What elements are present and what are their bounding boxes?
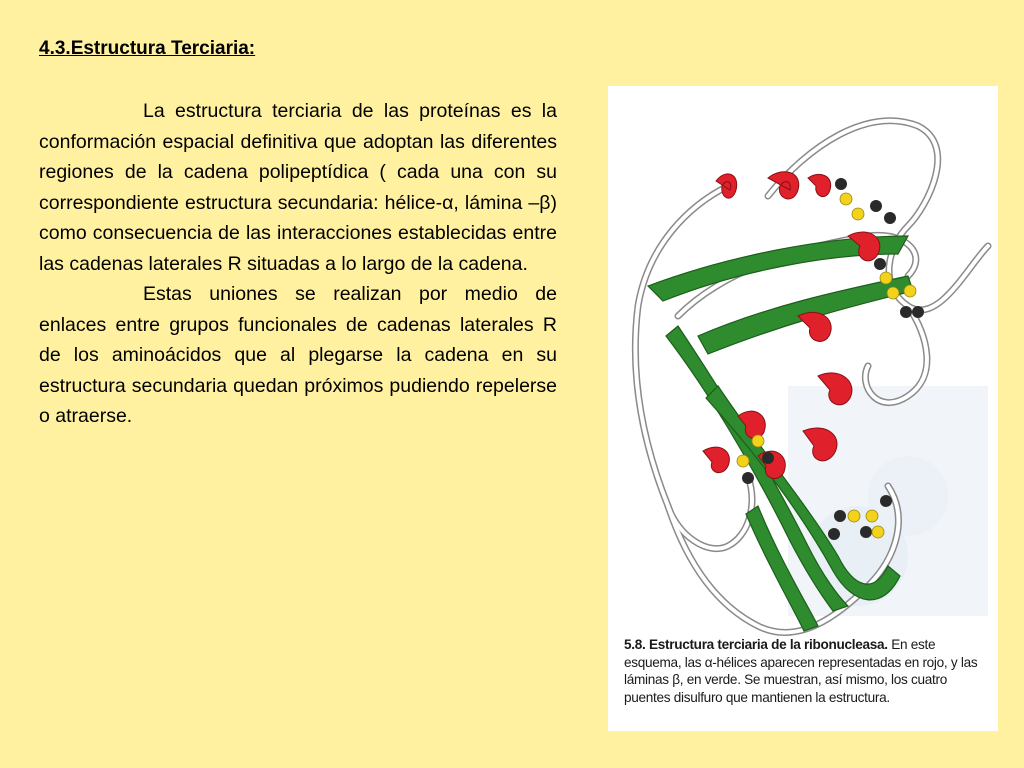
caption-body: En este esquema, las α-hélices aparecen representadas en rojo, y las láminas β, en verde. Se muestran, así mismo, los cuatro puentes disulfuro que mantienen la estructura. bbox=[624, 637, 978, 705]
ribonuclease-figure bbox=[608, 86, 998, 731]
alpha-helix-3 bbox=[808, 174, 831, 196]
caption-lead: 5.8. Estructura terciaria de la ribonucleasa. bbox=[624, 637, 888, 652]
alpha-helix-8 bbox=[703, 447, 729, 473]
body-text bbox=[39, 96, 557, 432]
paragraph-1: La estructura terciaria de las proteínas es la conformación espacial definitiva que adoptan las diferentes regiones de la cadena polipeptídica ( cada una con su correspondiente estructura secundaria: hélice-α, lámina –β) como consecuencia de las interacciones establecidas entre las cadenas laterales R situadas a lo largo de la cadena. bbox=[39, 100, 557, 275]
protein-ribbon-diagram bbox=[608, 86, 998, 731]
page-title: 4.3.Estructura Terciaria: bbox=[39, 38, 256, 59]
disulfide-bridge-1 bbox=[835, 178, 896, 224]
figure-caption bbox=[624, 636, 984, 706]
paragraph-2: Estas uniones se realizan por medio de enlaces entre grupos funcionales de cadenas laterales R de los aminoácidos que al plegarse la cadena en su estructura secundaria quedan próximos pudiendo repelerse o atraerse. bbox=[39, 283, 557, 427]
alpha-helix-5 bbox=[798, 312, 831, 341]
